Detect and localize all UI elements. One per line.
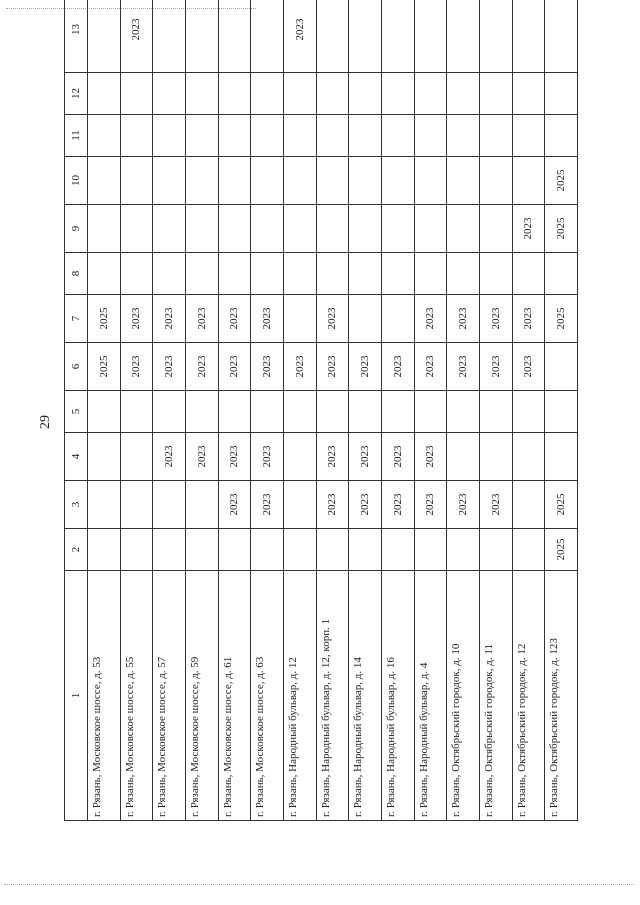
year-cell (479, 157, 512, 205)
year-cell (251, 73, 284, 115)
address-cell: г. Рязань, Народный бульвар, д. 14 (349, 571, 382, 821)
year-cell (153, 205, 186, 253)
year-cell (349, 0, 382, 73)
page-number: 29 (38, 415, 53, 429)
year-cell (283, 433, 316, 481)
address-cell: г. Рязань, Октябрьский городок, д. 123 (545, 571, 578, 821)
year-cell (88, 205, 121, 253)
year-cell: 2023 (218, 481, 251, 529)
table-row (545, 0, 578, 821)
year-cell (251, 115, 284, 157)
table-row (447, 0, 480, 821)
year-cell: 2025 (545, 295, 578, 343)
year-cell (349, 157, 382, 205)
year-cell: 2023 (349, 433, 382, 481)
year-cell (120, 205, 153, 253)
column-header-2: 2 (65, 529, 88, 571)
year-cell (251, 157, 284, 205)
year-cell: 2023 (120, 295, 153, 343)
year-cell (88, 157, 121, 205)
year-cell (349, 205, 382, 253)
address-cell: г. Рязань, Московское шоссе, д. 53 (88, 571, 121, 821)
year-cell (479, 0, 512, 73)
year-cell: 2023 (218, 295, 251, 343)
year-cell (283, 73, 316, 115)
year-cell (283, 253, 316, 295)
table-row (185, 0, 218, 821)
year-cell: 2025 (545, 157, 578, 205)
address-cell: г. Рязань, Октябрьский городок, д. 10 (447, 571, 480, 821)
year-cell: 2023 (349, 343, 382, 391)
year-cell (316, 391, 349, 433)
year-cell: 2023 (251, 295, 284, 343)
table-row (153, 0, 186, 821)
year-cell (414, 391, 447, 433)
year-cell (512, 433, 545, 481)
year-cell (185, 157, 218, 205)
year-cell (447, 115, 480, 157)
year-cell (512, 73, 545, 115)
year-cell: 2023 (316, 343, 349, 391)
year-cell (414, 73, 447, 115)
table-row (88, 0, 121, 821)
column-header-6: 6 (65, 343, 88, 391)
year-cell (185, 205, 218, 253)
year-cell (447, 157, 480, 205)
year-cell (316, 73, 349, 115)
address-cell: г. Рязань, Московское шоссе, д. 57 (153, 571, 186, 821)
year-cell: 2023 (120, 343, 153, 391)
year-cell: 2023 (251, 433, 284, 481)
year-cell (316, 115, 349, 157)
year-cell (545, 391, 578, 433)
year-cell (545, 343, 578, 391)
year-cell (88, 115, 121, 157)
year-cell (120, 481, 153, 529)
year-cell (218, 391, 251, 433)
header-row (65, 0, 88, 821)
year-cell (185, 481, 218, 529)
year-cell: 2023 (447, 343, 480, 391)
year-cell (512, 529, 545, 571)
year-cell (120, 157, 153, 205)
year-cell: 2025 (88, 295, 121, 343)
year-cell: 2023 (153, 343, 186, 391)
year-cell (381, 115, 414, 157)
year-cell (545, 73, 578, 115)
year-cell (185, 529, 218, 571)
year-cell (251, 0, 284, 73)
year-cell (381, 73, 414, 115)
year-cell (414, 0, 447, 73)
year-cell: 2023 (479, 343, 512, 391)
address-cell: г. Рязань, Московское шоссе, д. 55 (120, 571, 153, 821)
year-cell: 2023 (218, 433, 251, 481)
year-cell (185, 73, 218, 115)
year-cell (479, 433, 512, 481)
year-cell (88, 73, 121, 115)
address-cell: г. Рязань, Октябрьский городок, д. 12 (512, 571, 545, 821)
year-cell (251, 391, 284, 433)
year-cell (381, 253, 414, 295)
year-cell (185, 115, 218, 157)
address-cell: г. Рязань, Октябрьский городок, д. 11 (479, 571, 512, 821)
year-cell (120, 391, 153, 433)
year-cell (283, 157, 316, 205)
year-cell (153, 481, 186, 529)
table-row (120, 0, 153, 821)
year-cell (120, 73, 153, 115)
year-cell (381, 391, 414, 433)
year-cell: 2023 (479, 481, 512, 529)
year-cell (120, 529, 153, 571)
year-cell (447, 253, 480, 295)
year-cell (414, 529, 447, 571)
year-cell (120, 115, 153, 157)
year-cell (283, 115, 316, 157)
year-cell (512, 157, 545, 205)
year-cell (88, 433, 121, 481)
year-cell: 2023 (251, 343, 284, 391)
year-cell: 2025 (545, 529, 578, 571)
year-cell (251, 529, 284, 571)
column-header-12: 12 (65, 73, 88, 115)
table-row (316, 0, 349, 821)
address-cell: г. Рязань, Московское шоссе, д. 63 (251, 571, 284, 821)
year-cell (153, 253, 186, 295)
address-cell: г. Рязань, Народный бульвар, д. 12, корп. 1 (316, 571, 349, 821)
year-cell (251, 205, 284, 253)
year-cell (283, 529, 316, 571)
year-cell: 2023 (512, 205, 545, 253)
year-cell (283, 391, 316, 433)
table-row (381, 0, 414, 821)
year-cell (88, 0, 121, 73)
year-cell: 2023 (316, 481, 349, 529)
year-cell: 2023 (447, 295, 480, 343)
rotated-table-area (64, 18, 578, 821)
repair-schedule-table (64, 0, 578, 821)
year-cell (218, 0, 251, 73)
address-cell: г. Рязань, Московское шоссе, д. 59 (185, 571, 218, 821)
year-cell (120, 253, 153, 295)
column-header-8: 8 (65, 253, 88, 295)
year-cell (153, 391, 186, 433)
year-cell (381, 157, 414, 205)
year-cell (153, 73, 186, 115)
year-cell: 2023 (381, 433, 414, 481)
column-header-1: 1 (65, 571, 88, 821)
column-header-7: 7 (65, 295, 88, 343)
year-cell (479, 391, 512, 433)
year-cell: 2025 (545, 481, 578, 529)
table-row (251, 0, 284, 821)
table-row (479, 0, 512, 821)
year-cell: 2023 (414, 433, 447, 481)
year-cell (381, 295, 414, 343)
column-header-4: 4 (65, 433, 88, 481)
year-cell (479, 115, 512, 157)
year-cell (447, 433, 480, 481)
year-cell (447, 73, 480, 115)
year-cell: 2023 (414, 343, 447, 391)
year-cell (349, 295, 382, 343)
year-cell (120, 433, 153, 481)
year-cell (512, 115, 545, 157)
year-cell: 2023 (381, 343, 414, 391)
column-header-13: 13 (65, 0, 88, 73)
address-cell: г. Рязань, Народный бульвар, д. 12 (283, 571, 316, 821)
year-cell (88, 481, 121, 529)
year-cell (479, 73, 512, 115)
year-cell: 2023 (185, 295, 218, 343)
table-row (349, 0, 382, 821)
year-cell: 2023 (153, 295, 186, 343)
year-cell (447, 205, 480, 253)
table-row (283, 0, 316, 821)
year-cell (479, 529, 512, 571)
year-cell (153, 157, 186, 205)
year-cell: 2023 (185, 343, 218, 391)
year-cell (88, 391, 121, 433)
year-cell (414, 157, 447, 205)
year-cell (218, 529, 251, 571)
year-cell (316, 205, 349, 253)
year-cell (545, 0, 578, 73)
year-cell (545, 433, 578, 481)
year-cell (349, 73, 382, 115)
year-cell: 2025 (545, 205, 578, 253)
year-cell (185, 253, 218, 295)
year-cell: 2023 (283, 0, 316, 73)
year-cell: 2023 (512, 343, 545, 391)
year-cell (153, 115, 186, 157)
address-cell: г. Рязань, Народный бульвар, д. 4 (414, 571, 447, 821)
address-cell: г. Рязань, Народный бульвар, д. 16 (381, 571, 414, 821)
year-cell: 2023 (218, 343, 251, 391)
year-cell: 2023 (479, 295, 512, 343)
year-cell: 2023 (120, 0, 153, 73)
year-cell (218, 205, 251, 253)
year-cell (512, 253, 545, 295)
year-cell (316, 529, 349, 571)
year-cell (479, 205, 512, 253)
year-cell (381, 205, 414, 253)
table-row (414, 0, 447, 821)
year-cell: 2023 (185, 433, 218, 481)
year-cell (316, 253, 349, 295)
column-header-9: 9 (65, 205, 88, 253)
year-cell: 2023 (414, 481, 447, 529)
table-row (512, 0, 545, 821)
year-cell: 2023 (251, 481, 284, 529)
year-cell (479, 253, 512, 295)
year-cell (153, 529, 186, 571)
year-cell (316, 0, 349, 73)
year-cell (185, 391, 218, 433)
address-cell: г. Рязань, Московское шоссе, д. 61 (218, 571, 251, 821)
year-cell (447, 529, 480, 571)
year-cell: 2023 (447, 481, 480, 529)
year-cell (153, 0, 186, 73)
year-cell: 2023 (381, 481, 414, 529)
year-cell (349, 115, 382, 157)
year-cell (88, 529, 121, 571)
year-cell: 2023 (512, 295, 545, 343)
year-cell (447, 391, 480, 433)
year-cell (512, 391, 545, 433)
year-cell: 2025 (88, 343, 121, 391)
year-cell (218, 115, 251, 157)
year-cell: 2023 (316, 295, 349, 343)
year-cell (218, 157, 251, 205)
year-cell (381, 529, 414, 571)
column-header-3: 3 (65, 481, 88, 529)
column-header-11: 11 (65, 115, 88, 157)
year-cell (512, 481, 545, 529)
year-cell (185, 0, 218, 73)
column-header-5: 5 (65, 391, 88, 433)
year-cell (349, 529, 382, 571)
year-cell (447, 0, 480, 73)
year-cell (88, 253, 121, 295)
year-cell (545, 115, 578, 157)
year-cell: 2023 (283, 343, 316, 391)
column-header-10: 10 (65, 157, 88, 205)
year-cell: 2023 (414, 295, 447, 343)
year-cell (512, 0, 545, 73)
year-cell (414, 253, 447, 295)
year-cell (283, 481, 316, 529)
year-cell (316, 157, 349, 205)
year-cell (283, 205, 316, 253)
table-row (218, 0, 251, 821)
year-cell (414, 115, 447, 157)
year-cell (414, 205, 447, 253)
year-cell (349, 253, 382, 295)
year-cell (283, 295, 316, 343)
year-cell (349, 391, 382, 433)
year-cell: 2023 (153, 433, 186, 481)
year-cell: 2023 (316, 433, 349, 481)
year-cell (381, 0, 414, 73)
year-cell (545, 253, 578, 295)
year-cell (218, 253, 251, 295)
year-cell (251, 253, 284, 295)
year-cell: 2023 (349, 481, 382, 529)
scan-noise-bottom (4, 884, 634, 885)
year-cell (218, 73, 251, 115)
